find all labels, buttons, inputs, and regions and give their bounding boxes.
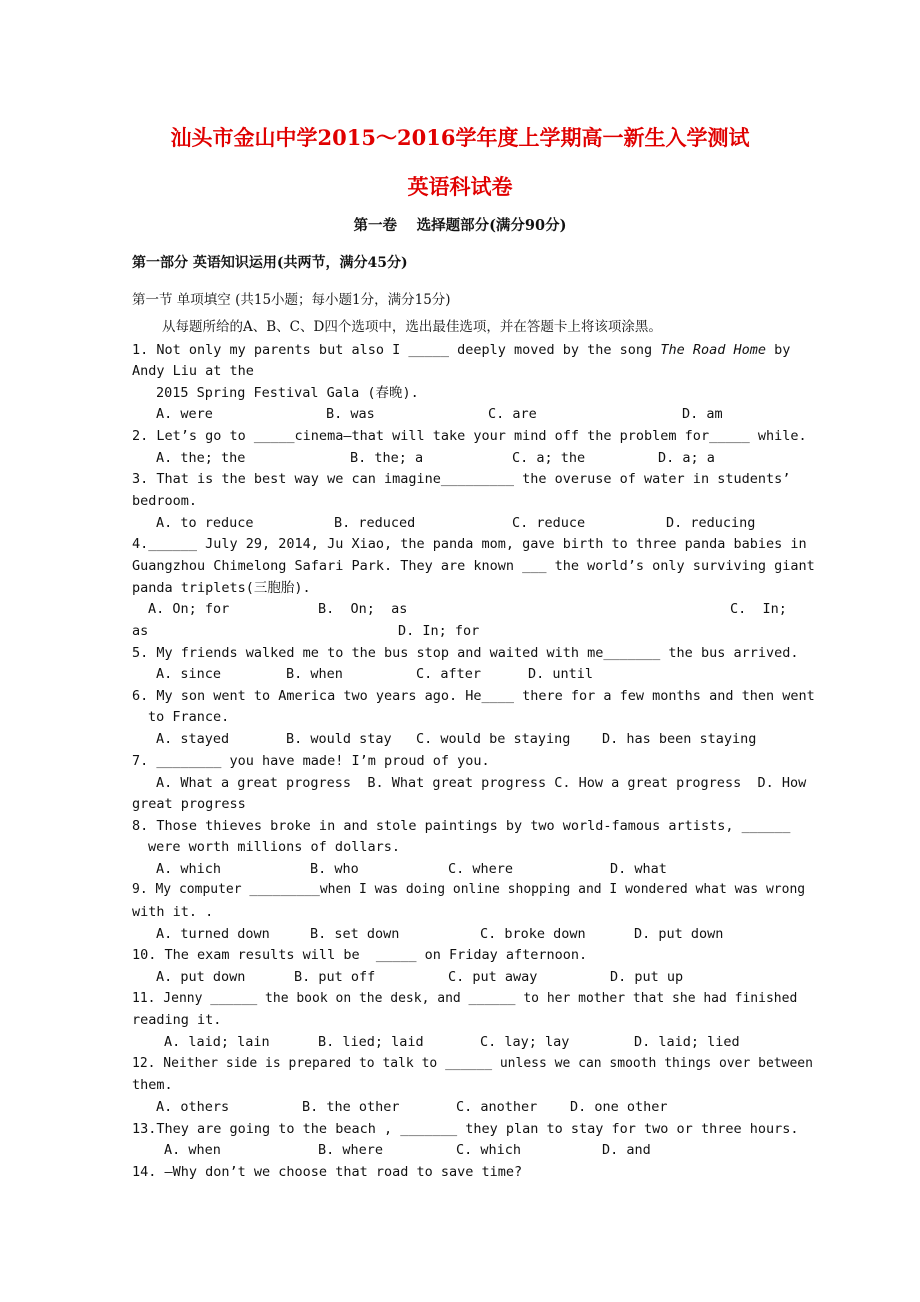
q1-stem-post: by [765,342,791,358]
q8-option-a: A. which [156,861,222,877]
q11-option-c: C. lay; lay [480,1034,570,1050]
q4-option-b: B. On; as [318,601,408,617]
exam-subtitle: 英语科试卷 [407,174,513,199]
q6-option-d: D. has been staying [602,731,757,747]
question-12-stem-line2: them. [132,1077,173,1093]
q4-option-a: A. On; for [148,601,230,617]
q9-option-a: A. turned down [156,926,270,942]
q9-option-d: D. put down [634,926,724,942]
volume-heading: 第一卷 选择题部分(满分90分) [353,217,567,234]
q10-option-c: C. put away [448,969,538,985]
q6-option-b: B. would stay [286,731,392,747]
question-7-stem: 7. ________ you have made! I’m proud of you. [132,753,490,769]
q13-option-c: C. which [456,1142,522,1158]
q4-option-c: C. In; [730,601,787,617]
q10-option-d: D. put up [610,969,684,985]
q5-option-d: D. until [528,666,594,682]
question-8-stem-line2: were worth millions of dollars. [148,839,400,855]
q6-option-c: C. would be staying [416,731,571,747]
question-1-stem-line3: 2015 Spring Festival Gala (春晚). [156,385,419,401]
q3-option-a: A. to reduce [156,515,254,531]
q13-option-a: A. when [164,1142,221,1158]
q11-option-b: B. lied; laid [318,1034,424,1050]
q3-option-d: D. reducing [666,515,756,531]
q12-option-a: A. others [156,1099,230,1115]
q4-option-d: D. In; for [398,623,480,639]
q8-option-b: B. who [310,861,359,877]
question-6-stem: 6. My son went to America two years ago. He____ there for a few months and then went [132,688,815,704]
question-4-stem-line2: Guangzhou Chimelong Safari Park. They are known ___ the world’s only surviving giant [132,558,815,574]
q13-option-d: D. and [602,1142,651,1158]
question-2-stem: 2. Let’s go to _____cinema—that will take your mind off the problem for_____ while. [132,428,807,444]
q13-option-b: B. where [318,1142,384,1158]
question-11-stem: 11. Jenny ______ the book on the desk, and ______ to her mother that she had finished [132,991,798,1006]
question-1-stem-line2: Andy Liu at the [132,363,254,379]
q10-option-a: A. put down [156,969,246,985]
question-4-stem-line3: panda triplets(三胞胎). [132,580,311,596]
instructions: 从每题所给的A、B、C、D四个选项中，选出最佳选项，并在答题卡上将该项涂黑。 [162,319,662,335]
q1-option-a: A. were [156,406,213,422]
q9-option-b: B. set down [310,926,400,942]
q12-option-c: C. another [456,1099,538,1115]
q1-option-b: B. was [326,406,375,422]
question-3-stem: 3. That is the best way we can imagine_________ the overuse of water in students’ [132,471,791,487]
q11-option-a: A. laid; lain [164,1034,270,1050]
question-1-stem [132,341,790,359]
section-heading: 第一节 单项填空 (共15小题；每小题1分，满分15分) [132,292,451,308]
q3-option-c: C. reduce [512,515,586,531]
q5-option-b: B. when [286,666,343,682]
q2-option-c: C. a; the [512,450,586,466]
question-3-stem-line2: bedroom. [132,493,198,509]
question-6-stem-line2: to France. [148,709,230,725]
q12-option-b: B. the other [302,1099,400,1115]
question-14-stem: 14. —Why don’t we choose that road to save time? [132,1164,523,1180]
question-10-stem: 10. The exam results will be _____ on Friday afternoon. [132,947,588,963]
q1-option-d: D. am [682,406,723,422]
q2-option-d: D. a; a [658,450,715,466]
question-5-stem: 5. My friends walked me to the bus stop and waited with me_______ the bus arrived. [132,645,799,661]
q1-stem-pre: 1. Not only my parents but also I _____ deeply moved by the song [132,342,661,358]
q2-option-a: A. the; the [156,450,246,466]
q9-option-c: C. broke down [480,926,586,942]
question-11-stem-line2: reading it. [132,1012,222,1028]
q7-options: A. What a great progress B. What great progress C. How a great progress D. How [156,775,807,791]
q1-song-title: The Road Home [660,342,766,358]
question-9-stem: 9. My computer _________when I was doing online shopping and I wondered what was wrong [132,882,806,897]
q6-option-a: A. stayed [156,731,230,747]
q10-option-b: B. put off [294,969,376,985]
question-4-stem: 4.______ July 29, 2014, Ju Xiao, the panda mom, gave birth to three panda babies in [132,536,807,552]
q5-option-a: A. since [156,666,222,682]
q2-option-b: B. the; a [350,450,424,466]
question-8-stem: 8. Those thieves broke in and stole paintings by two world-famous artists, ______ [132,818,791,834]
q11-option-d: D. laid; lied [634,1034,740,1050]
exam-title: 汕头市金山中学2015～2016学年度上学期高一新生入学测试 [170,125,750,150]
question-12-stem: 12. Neither side is prepared to talk to ______ unless we can smooth things over between [132,1056,813,1071]
question-9-stem-line2: with it. . [132,904,214,920]
q8-option-d: D. what [610,861,667,877]
part-heading: 第一部分 英语知识运用(共两节，满分45分) [132,255,408,271]
q3-option-b: B. reduced [334,515,416,531]
q8-option-c: C. where [448,861,514,877]
q7-options-line2: great progress [132,796,246,812]
q4-option-c-continued: as [132,623,149,639]
question-13-stem: 13.They are going to the beach , _______ they plan to stay for two or three hours. [132,1121,799,1137]
q1-option-c: C. are [488,406,537,422]
q5-option-c: C. after [416,666,482,682]
q12-option-d: D. one other [570,1099,668,1115]
